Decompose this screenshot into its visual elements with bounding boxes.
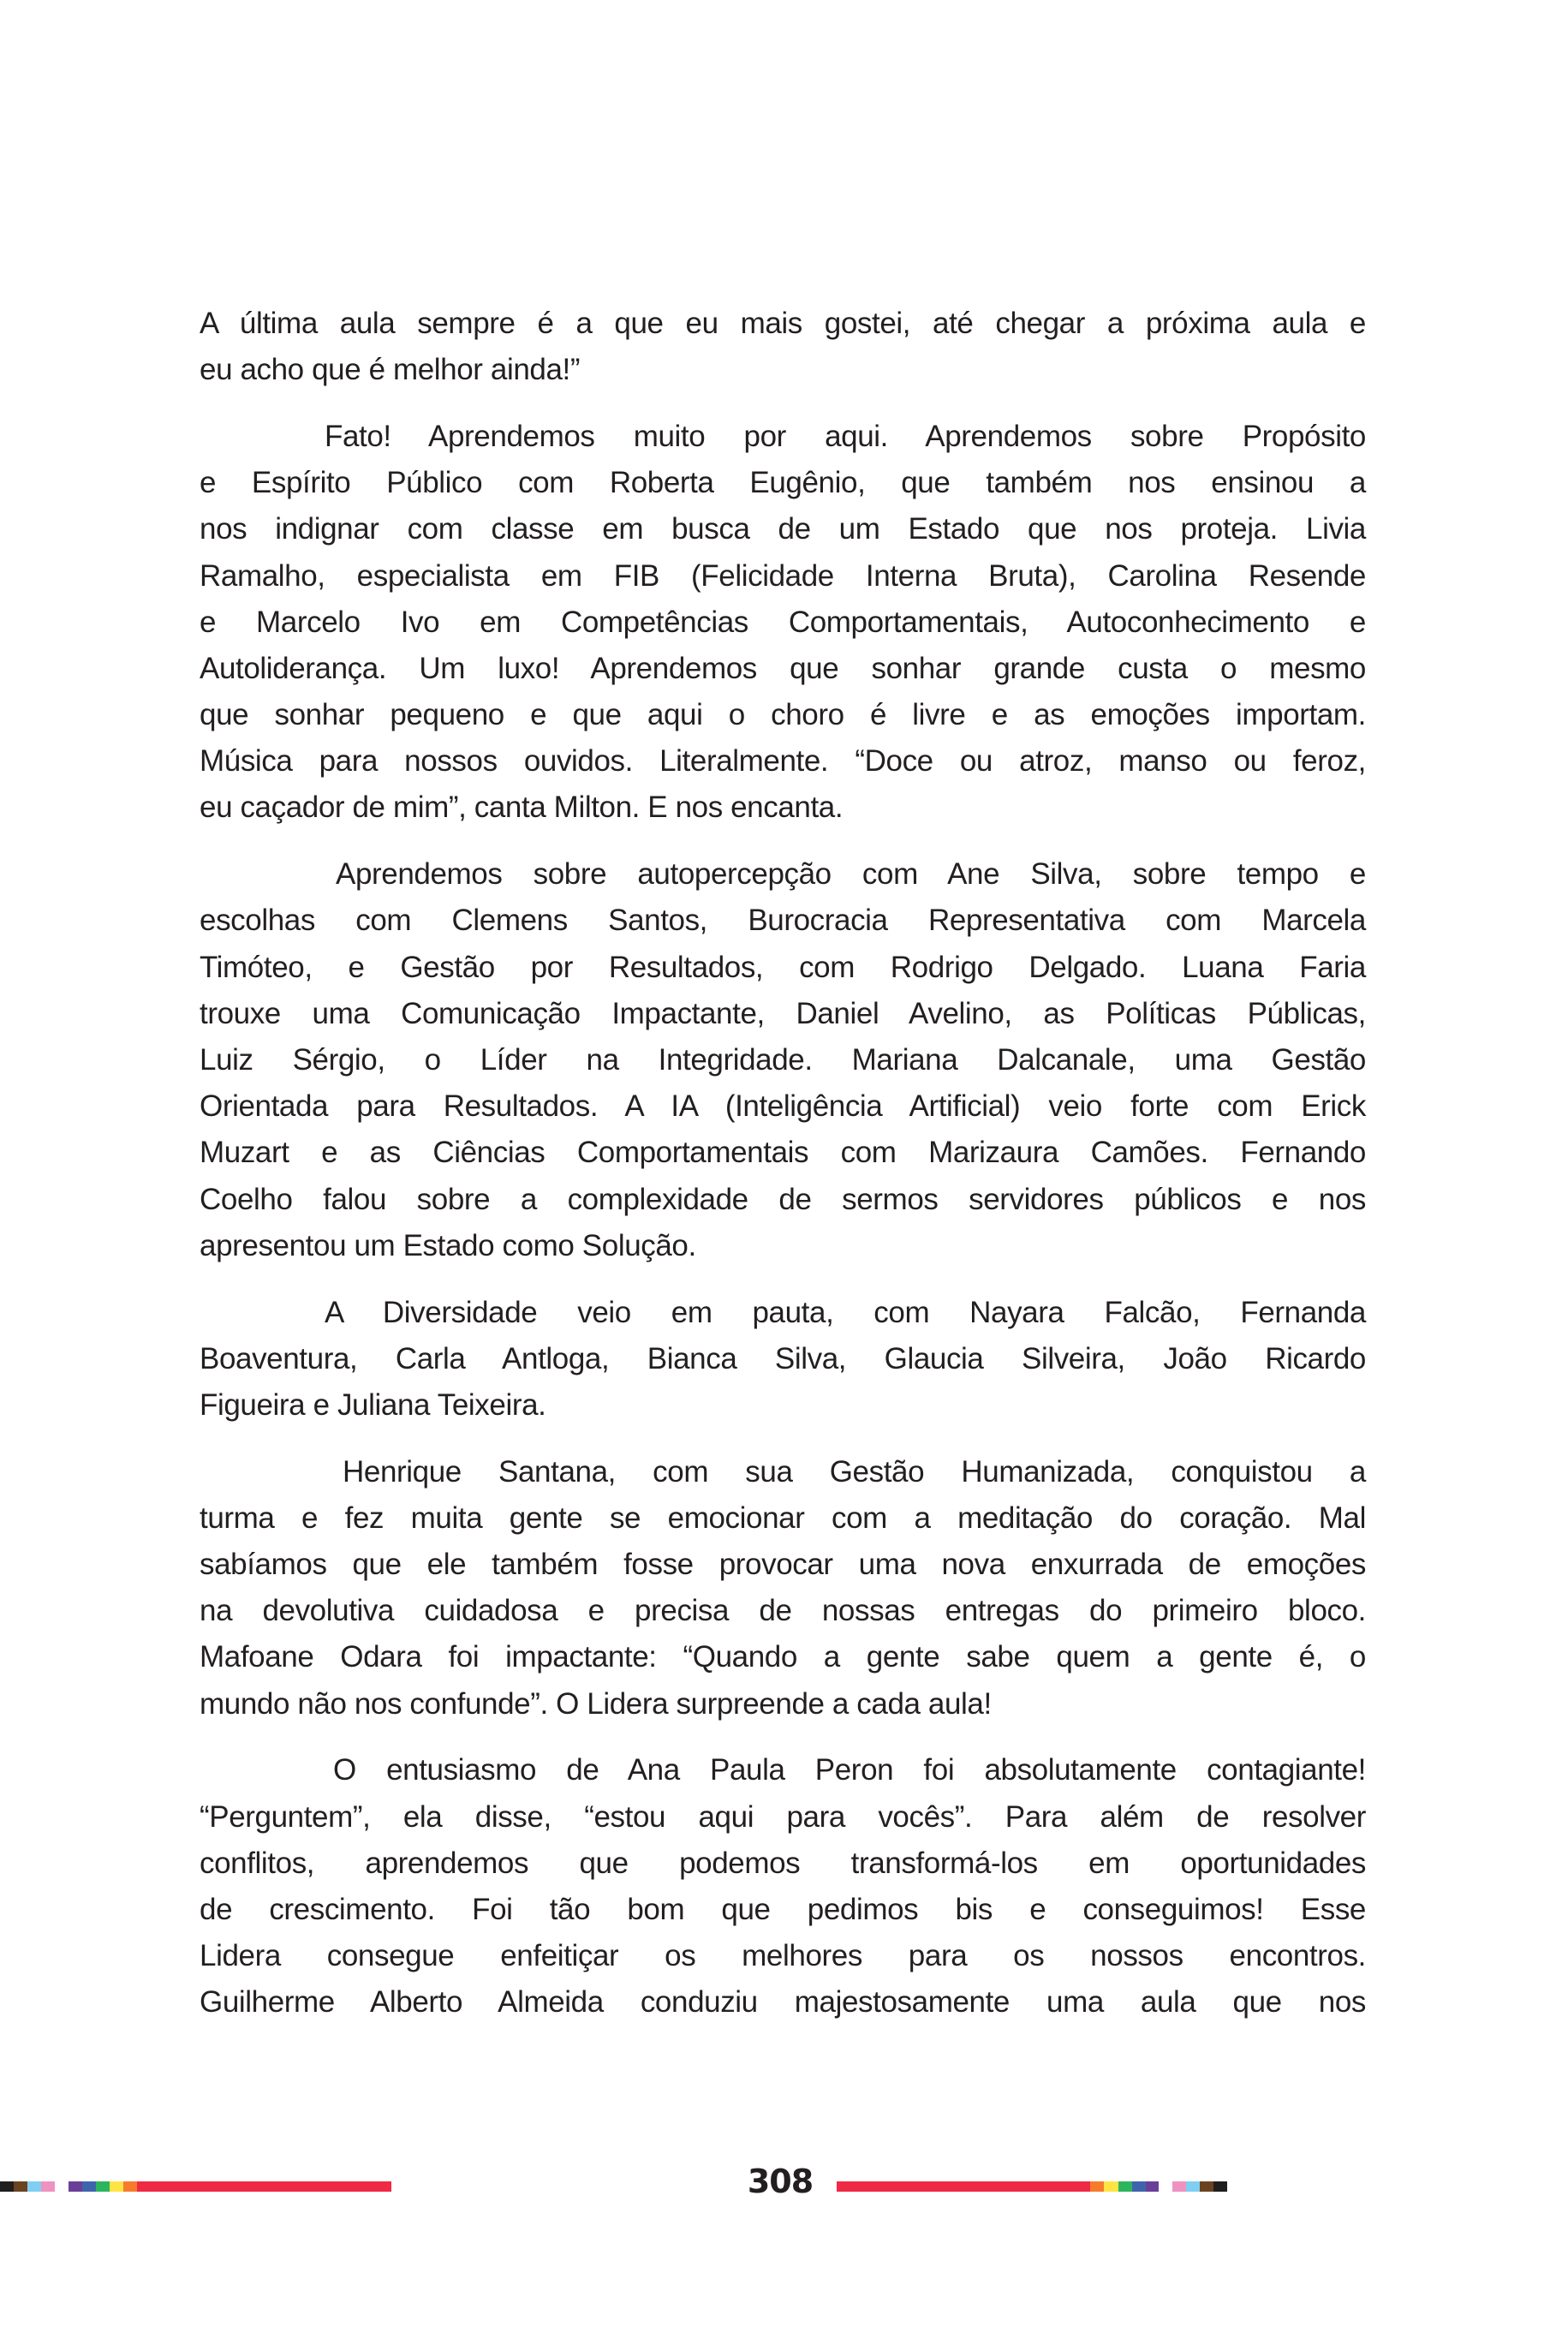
- page-number: 308: [747, 2163, 814, 2200]
- footer-stripe-yellow: [110, 2181, 123, 2192]
- footer-stripe-brown: [14, 2181, 27, 2192]
- text-line: Luiz Sérgio, o Líder na Integridade. Mariana Dalcanale, uma Gestão: [200, 1043, 1366, 1077]
- footer-stripe-red: [137, 2181, 391, 2192]
- text-line: Guilherme Alberto Almeida conduziu majestosamente uma aula que nos: [200, 1985, 1366, 2020]
- text-line: na devolutiva cuidadosa e precisa de nossas entregas do primeiro bloco.: [200, 1594, 1366, 1628]
- text-line: de crescimento. Foi tão bom que pedimos bis e conseguimos! Esse: [200, 1892, 1366, 1926]
- text-line: Henrique Santana, com sua Gestão Humanizada, conquistou a: [343, 1454, 1366, 1489]
- footer-stripe-purple: [1146, 2181, 1159, 2192]
- paragraph: [200, 1747, 1366, 2026]
- page-body-text: [200, 301, 1366, 2046]
- text-line: Boaventura, Carla Antloga, Bianca Silva, Glaucia Silveira, João Ricardo: [200, 1341, 1366, 1375]
- footer-stripe-light-blue: [27, 2181, 41, 2192]
- text-line: Aprendemos sobre autopercepção com Ane Silva, sobre tempo e: [336, 857, 1366, 892]
- footer-stripe-green: [1118, 2181, 1132, 2192]
- text-line: e Marcelo Ivo em Competências Comportamentais, Autoconhecimento e: [200, 605, 1366, 639]
- text-line: trouxe uma Comunicação Impactante, Daniel Avelino, as Políticas Públicas,: [200, 996, 1366, 1030]
- text-line: eu caçador de mim”, canta Milton. E nos encanta.: [200, 791, 844, 825]
- footer-stripe-pink: [41, 2181, 55, 2192]
- text-line: apresentou um Estado como Solução.: [200, 1228, 696, 1262]
- text-line: Figueira e Juliana Teixeira.: [200, 1387, 546, 1422]
- footer-stripe-black: [1213, 2181, 1227, 2192]
- footer-stripe-pink: [1172, 2181, 1186, 2192]
- footer-stripe-blue: [82, 2181, 96, 2192]
- footer-stripe-light-blue: [1186, 2181, 1200, 2192]
- footer-stripe-purple: [69, 2181, 82, 2192]
- text-line: nos indignar com classe em busca de um Estado que nos proteja. Livia: [200, 512, 1366, 546]
- text-line: “Perguntem”, ela disse, “estou aqui para vocês”. Para além de resolver: [200, 1799, 1366, 1834]
- text-line: Lidera consegue enfeitiçar os melhores para os nossos encontros.: [200, 1939, 1366, 1973]
- footer-stripe-orange: [1090, 2181, 1104, 2192]
- text-line: eu acho que é melhor ainda!”: [200, 353, 581, 387]
- text-line: O entusiasmo de Ana Paula Peron foi absolutamente contagiante!: [333, 1753, 1366, 1787]
- footer-stripe-yellow: [1104, 2181, 1118, 2192]
- text-line: que sonhar pequeno e que aqui o choro é livre e as emoções importam.: [200, 698, 1366, 732]
- paragraph: [200, 851, 1366, 1269]
- text-line: Timóteo, e Gestão por Resultados, com Rodrigo Delgado. Luana Faria: [200, 950, 1366, 984]
- text-line: sabíamos que ele também fosse provocar uma nova enxurrada de emoções: [200, 1548, 1366, 1582]
- text-line: Fato! Aprendemos muito por aqui. Aprendemos sobre Propósito: [325, 419, 1366, 453]
- footer-stripe-orange: [123, 2181, 137, 2192]
- text-line: A Diversidade veio em pauta, com Nayara Falcão, Fernanda: [325, 1295, 1366, 1329]
- paragraph: [200, 414, 1366, 832]
- text-line: e Espírito Público com Roberta Eugênio, que também nos ensinou a: [200, 466, 1366, 500]
- footer-stripe-blue: [1132, 2181, 1146, 2192]
- paragraph: [200, 301, 1366, 393]
- text-line: Ramalho, especialista em FIB (Felicidade Interna Bruta), Carolina Resende: [200, 558, 1366, 593]
- text-line: turma e fez muita gente se emocionar com a meditação do coração. Mal: [200, 1501, 1366, 1535]
- footer-stripe-brown: [1200, 2181, 1213, 2192]
- text-line: Coelho falou sobre a complexidade de sermos servidores públicos e nos: [200, 1182, 1366, 1216]
- text-line: Autoliderança. Um luxo! Aprendemos que sonhar grande custa o mesmo: [200, 651, 1366, 685]
- text-line: Mafoane Odara foi impactante: “Quando a gente sabe quem a gente é, o: [200, 1640, 1366, 1674]
- text-line: escolhas com Clemens Santos, Burocracia Representativa com Marcela: [200, 904, 1366, 938]
- text-line: Muzart e as Ciências Comportamentais com Marizaura Camões. Fernando: [200, 1136, 1366, 1170]
- text-line: conflitos, aprendemos que podemos transformá-los em oportunidades: [200, 1846, 1366, 1880]
- text-line: A última aula sempre é a que eu mais gostei, até chegar a próxima aula e: [200, 307, 1366, 340]
- footer-stripe-black: [0, 2181, 14, 2192]
- paragraph: [200, 1290, 1366, 1429]
- paragraph: [200, 1449, 1366, 1727]
- text-line: Música para nossos ouvidos. Literalmente. “Doce ou atroz, manso ou feroz,: [200, 744, 1366, 779]
- footer-stripe-red: [837, 2181, 1090, 2192]
- footer-stripe-green: [96, 2181, 110, 2192]
- text-line: Orientada para Resultados. A IA (Inteligência Artificial) veio forte com Erick: [200, 1089, 1366, 1124]
- text-line: mundo não nos confunde”. O Lidera surpreende a cada aula!: [200, 1686, 992, 1721]
